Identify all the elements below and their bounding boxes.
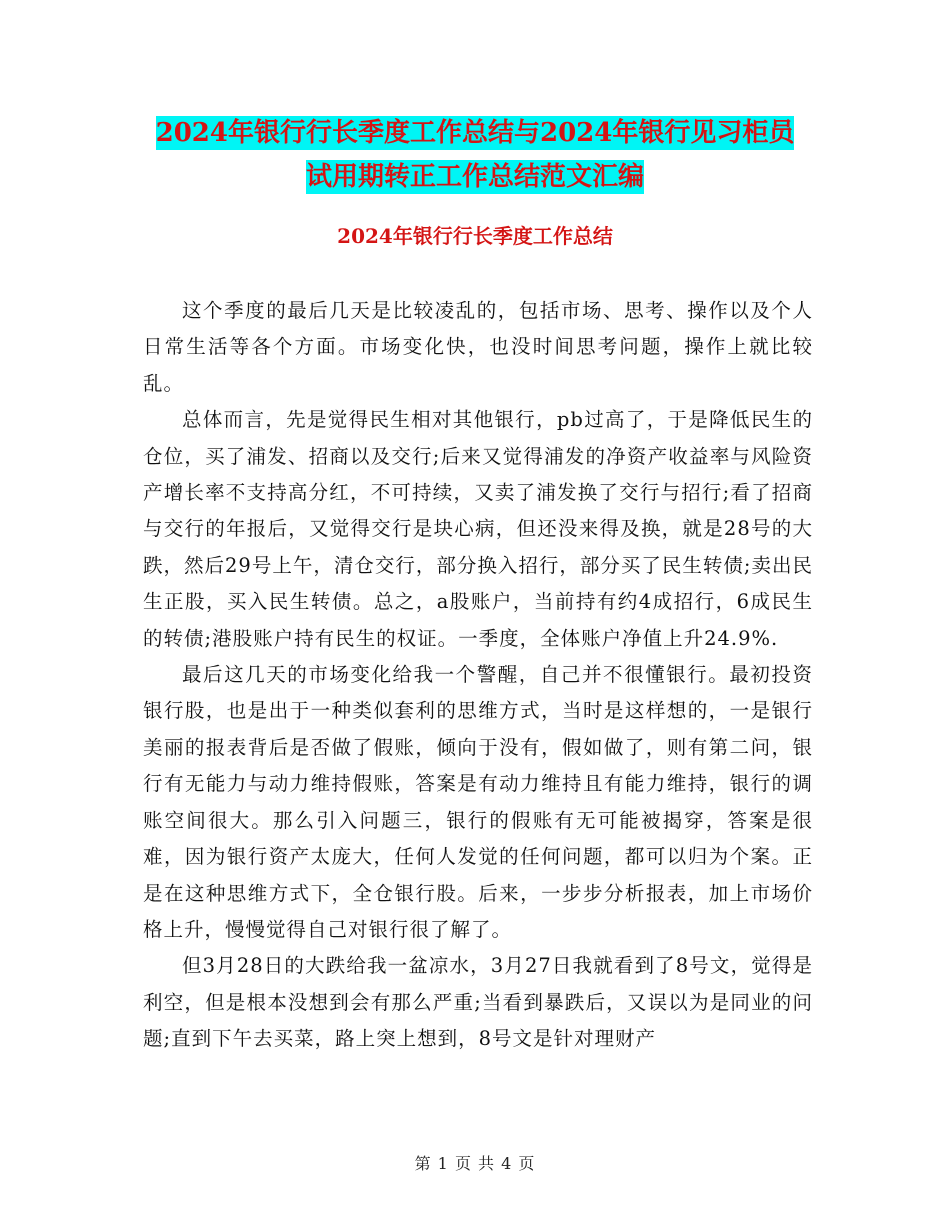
title-line-2: 试用期转正工作总结范文汇编 (305, 162, 644, 192)
paragraph: 但3月28日的大跌给我一盆凉水，3月27日我就看到了8号文，觉得是利空，但是根本没想到会有那么严重;当看到暴跌后，又误以为是同业的问题;直到下午去买菜，路上突上想到，8号文是针对理财产 (143, 954, 813, 1051)
document-title (120, 111, 830, 199)
paragraph: 这个季度的最后几天是比较凌乱的，包括市场、思考、操作以及个人日常生活等各个方面。市场变化快，也没时间思考问题，操作上就比较乱。 (143, 299, 813, 395)
page-footer: 第 1 页 共 4 页 (414, 1154, 536, 1173)
paragraph: 总体而言，先是觉得民生相对其他银行，pb过高了，于是降低民生的仓位，买了浦发、招商以及交行;后来又觉得浦发的净资产收益率与风险资产增长率不支持高分红，不可持续，又卖了浦发换了交行与招行;看了招商与交行的年报后，又觉得交行是块心病，但还没来得及换，就是28号的大跌，然后29号上午，清仓交行，部分换入招行，部分买了民生转债;卖出民生正股，买入民生转债。总之，a股账户，当前持有约4成招行，6成民生的转债;港股账户持有民生的权证。一季度，全体账户净值上升24.9%. (143, 408, 813, 650)
body-text (143, 293, 813, 1058)
paragraph: 最后这几天的市场变化给我一个警醒，自己并不很懂银行。最初投资银行股，也是出于一种类似套利的思维方式，当时是这样想的，一是银行美丽的报表背后是否做了假账，倾向于没有，假如做了，则有第二问，银行有无能力与动力维持假账，答案是有动力维持且有能力维持，银行的调账空间很大。那么引入问题三，银行的假账有无可能被揭穿，答案是很难，因为银行资产太庞大，任何人发觉的任何问题，都可以归为个案。正是在这种思维方式下，全仓银行股。后来，一步步分析报表，加上市场价格上升，慢慢觉得自己对银行很了解了。 (143, 663, 813, 941)
section-heading: 2024年银行行长季度工作总结 (337, 224, 613, 248)
title-line-1: 2024年银行行长季度工作总结与2024年银行见习柜员 (155, 118, 795, 148)
